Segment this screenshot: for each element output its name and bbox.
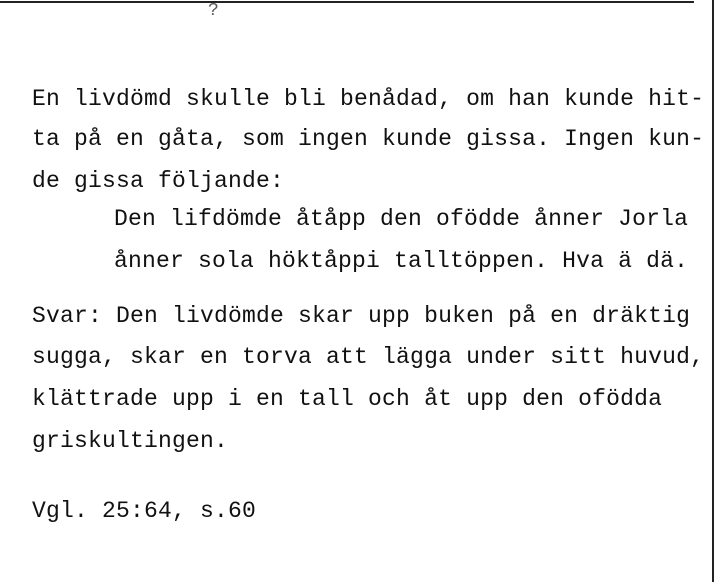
answer-line-3: klättrade upp i en tall och åt upp den ofödda <box>32 386 663 412</box>
paragraph1-line-3: de gissa följande: <box>32 168 285 194</box>
answer-line-4: griskultingen. <box>32 428 229 454</box>
margin-mark: ? <box>208 1 219 21</box>
paragraph1-line-2: ta på en gåta, som ingen kunde gissa. Ingen kun- <box>32 126 705 152</box>
answer-line-2: sugga, skar en torva att lägga under sitt huvud, <box>32 344 705 370</box>
card-top-edge <box>0 1 694 3</box>
card-right-edge <box>712 0 714 582</box>
riddle-line-2: ånner sola höktåppi talltöppen. Hva ä dä. <box>114 248 689 274</box>
answer-line-1: Svar: Den livdömde skar upp buken på en dräktig <box>32 303 691 329</box>
paragraph1-line-1: En livdömd skulle bli benådad, om han kunde hit- <box>32 86 705 112</box>
reference-line: Vgl. 25:64, s.60 <box>32 498 257 524</box>
riddle-line-1: Den lifdömde åtåpp den ofödde ånner Jorla <box>114 206 689 232</box>
